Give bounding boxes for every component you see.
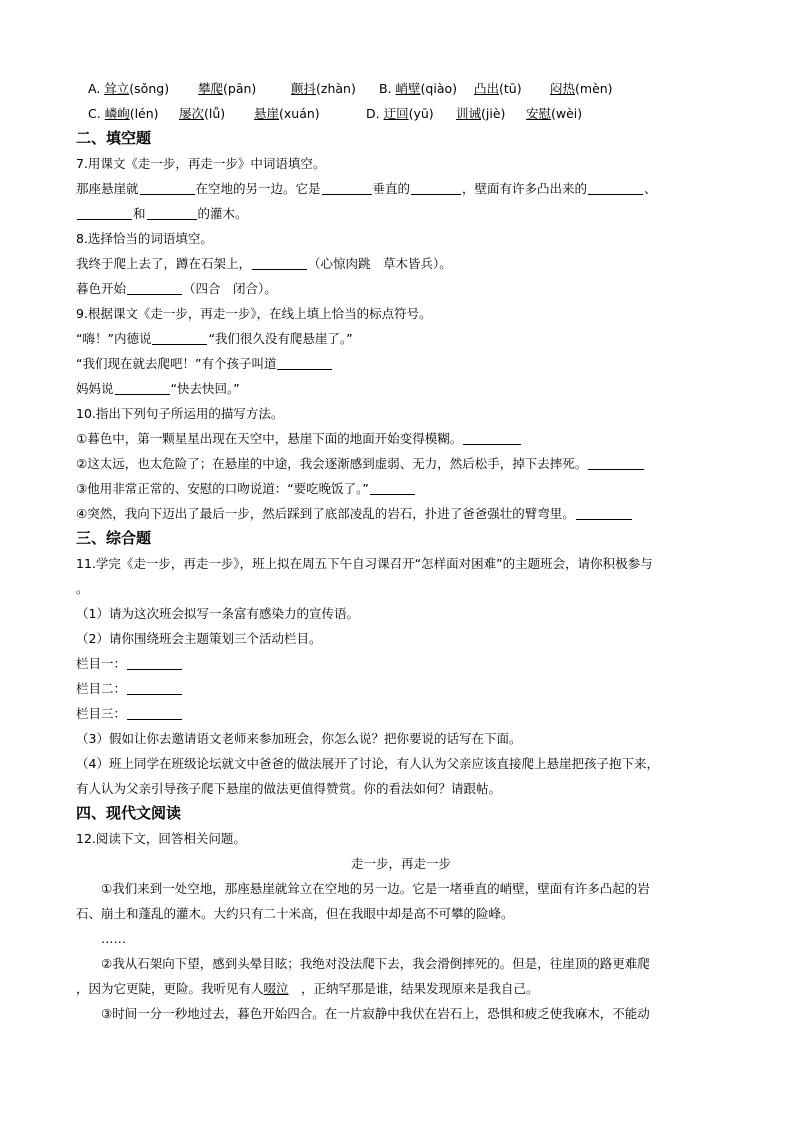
option-a-word-2: 攀爬(pān) bbox=[198, 81, 257, 96]
section-heading-comprehensive: 三、综合题 bbox=[76, 529, 152, 547]
q11-part-2: （2）请你围绕班会主题策划三个活动栏目。 bbox=[76, 631, 322, 646]
q11-part-4-line-2: 有人认为父亲引导孩子爬下悬崖的做法更值得赞赏。你的看法如何？请跟帖。 bbox=[76, 781, 502, 796]
options-row-2 bbox=[76, 101, 726, 126]
q9-line-1: “嗨！”内德说 “我们很久没有爬悬崖了。” bbox=[76, 331, 353, 346]
q12-prompt: 12.阅读下文，回答相关问题。 bbox=[76, 831, 246, 846]
answer-blank[interactable] bbox=[140, 180, 195, 195]
option-b-word-2: 凸出(tū) bbox=[474, 81, 522, 96]
q8-line-1: 我终于爬上去了，蹲在石架上， （心惊肉跳 草木皆兵）。 bbox=[76, 256, 452, 271]
option-c-word-3: 悬崖(xuán) bbox=[254, 106, 320, 121]
q9-prompt: 9.根据课文《走一步，再走一步》，在线上填上恰当的标点符号。 bbox=[76, 306, 432, 321]
passage-para-3-line-1: ③时间一分一秒地过去，暮色开始四合。在一片寂静中我伏在岩石上，恐惧和疲乏使我麻木，不能动 bbox=[101, 1006, 650, 1021]
underlined-word: 啜泣 bbox=[263, 981, 289, 996]
option-a: A. 耸立(sǒng) bbox=[88, 81, 170, 96]
answer-blank[interactable] bbox=[411, 180, 461, 195]
answer-blank[interactable] bbox=[127, 705, 182, 720]
answer-blank[interactable] bbox=[322, 180, 372, 195]
q11-part-4-line-1: （4）班上同学在班级论坛就文中爸爸的做法展开了讨论，有人认为父亲应该直接爬上悬崖把孩子抱下来， bbox=[76, 756, 659, 771]
answer-blank[interactable] bbox=[252, 255, 307, 270]
q10-sentence-4: ④突然，我向下迈出了最后一步，然后踩到了底部凌乱的岩石，扑进了爸爸强壮的臂弯里。 bbox=[76, 501, 726, 526]
q7-line-2: 和 的灌木。 bbox=[76, 201, 726, 226]
q11-column-3: 栏目三： bbox=[76, 701, 726, 726]
passage-para-1-line-2: 石、崩土和蓬乱的灌木。大约只有二十米高，但在我眼中却是高不可攀的险峰。 bbox=[76, 906, 514, 921]
passage-para-1-line-1: ①我们来到一处空地，那座悬崖就耸立在空地的另一边。它是一堵垂直的峭壁，壁面有许多凸起的岩 bbox=[101, 881, 650, 896]
answer-blank[interactable] bbox=[115, 380, 170, 395]
q7-line-1: 那座悬崖就 在空地的另一边。它是 垂直的 ，壁面有许多凸出来的 、 bbox=[76, 181, 657, 196]
option-c-word-2: 屡次(lǚ) bbox=[179, 106, 226, 121]
q11-column-2: 栏目二： bbox=[76, 676, 726, 701]
q11-part-3: （3）假如让你去邀请语文老师来参加班会，你怎么说？把你要说的话写在下面。 bbox=[76, 731, 522, 746]
answer-blank[interactable] bbox=[127, 655, 182, 670]
q9-line-2: “我们现在就去爬吧！”有个孩子叫道 bbox=[76, 351, 726, 376]
q10-sentence-2: ②这太远，也太危险了；在悬崖的中途，我会逐渐感到虚弱、无力，然后松手，掉下去摔死。 bbox=[76, 451, 726, 476]
passage-title: 走一步，再走一步 bbox=[350, 856, 451, 871]
answer-blank[interactable] bbox=[588, 180, 643, 195]
q11-prompt-tail: 。 bbox=[76, 581, 89, 596]
q11-part-1: （1）请为这次班会拟写一条富有感染力的宣传语。 bbox=[76, 606, 359, 621]
option-d-word-2: 训诫(jiè) bbox=[456, 106, 506, 121]
answer-blank[interactable] bbox=[576, 505, 632, 520]
worksheet-page bbox=[76, 76, 726, 1026]
q10-sentence-1: ①暮色中，第一颗星星出现在天空中，悬崖下面的地面开始变得模糊。 bbox=[76, 426, 726, 451]
answer-blank[interactable] bbox=[588, 455, 644, 470]
q8-prompt: 8.选择恰当的词语填空。 bbox=[76, 231, 213, 246]
option-b-word-3: 闷热(mèn) bbox=[550, 81, 613, 96]
q10-sentence-3: ③他用非常正常的、安慰的口吻说道：“要吃晚饭了。” bbox=[76, 476, 726, 501]
answer-blank[interactable] bbox=[127, 280, 182, 295]
q11-column-1: 栏目一： bbox=[76, 651, 726, 676]
answer-blank[interactable] bbox=[127, 680, 182, 695]
answer-blank[interactable] bbox=[147, 205, 197, 220]
q9-line-3: 妈妈说 “快去快回。” bbox=[76, 381, 240, 396]
q7-prompt: 7.用课文《走一步，再走一步》中词语填空。 bbox=[76, 156, 326, 171]
answer-blank[interactable] bbox=[277, 355, 332, 370]
section-heading-reading: 四、现代文阅读 bbox=[76, 804, 182, 822]
option-b: B. 峭壁(qiào) bbox=[379, 81, 458, 96]
answer-blank[interactable] bbox=[370, 480, 415, 495]
section-heading-fill-in: 二、填空题 bbox=[76, 129, 152, 147]
q11-prompt: 11.学完《走一步，再走一步》，班上拟在周五下午自习课召开“怎样面对困难”的主题班会，请你积极参与 bbox=[76, 556, 653, 571]
q8-line-2: 暮色开始 （四合 闭合）。 bbox=[76, 281, 277, 296]
answer-blank[interactable] bbox=[152, 330, 207, 345]
passage-para-2-line-1: ②我从石架向下望，感到头晕目眩；我绝对没法爬下去，我会滑倒摔死的。但是，往崖顶的路更难爬 bbox=[101, 956, 650, 971]
passage-para-2-line-2: ，因为它更陡，更险。我听见有人啜泣 ，正纳罕那是谁，结果发现原来是我自己。 bbox=[76, 981, 539, 996]
options-row-1 bbox=[76, 76, 726, 101]
option-a-word-3: 颤抖(zhàn) bbox=[291, 81, 356, 96]
option-c: C. 嶙峋(lén) bbox=[88, 106, 159, 121]
answer-blank[interactable] bbox=[77, 205, 132, 220]
answer-blank[interactable] bbox=[463, 430, 521, 445]
option-d-word-3: 安慰(wèi) bbox=[526, 106, 583, 121]
option-d: D. 迂回(yū) bbox=[366, 106, 434, 121]
passage-ellipsis: …… bbox=[101, 931, 126, 946]
q10-prompt: 10.指出下列句子所运用的描写方法。 bbox=[76, 406, 284, 421]
